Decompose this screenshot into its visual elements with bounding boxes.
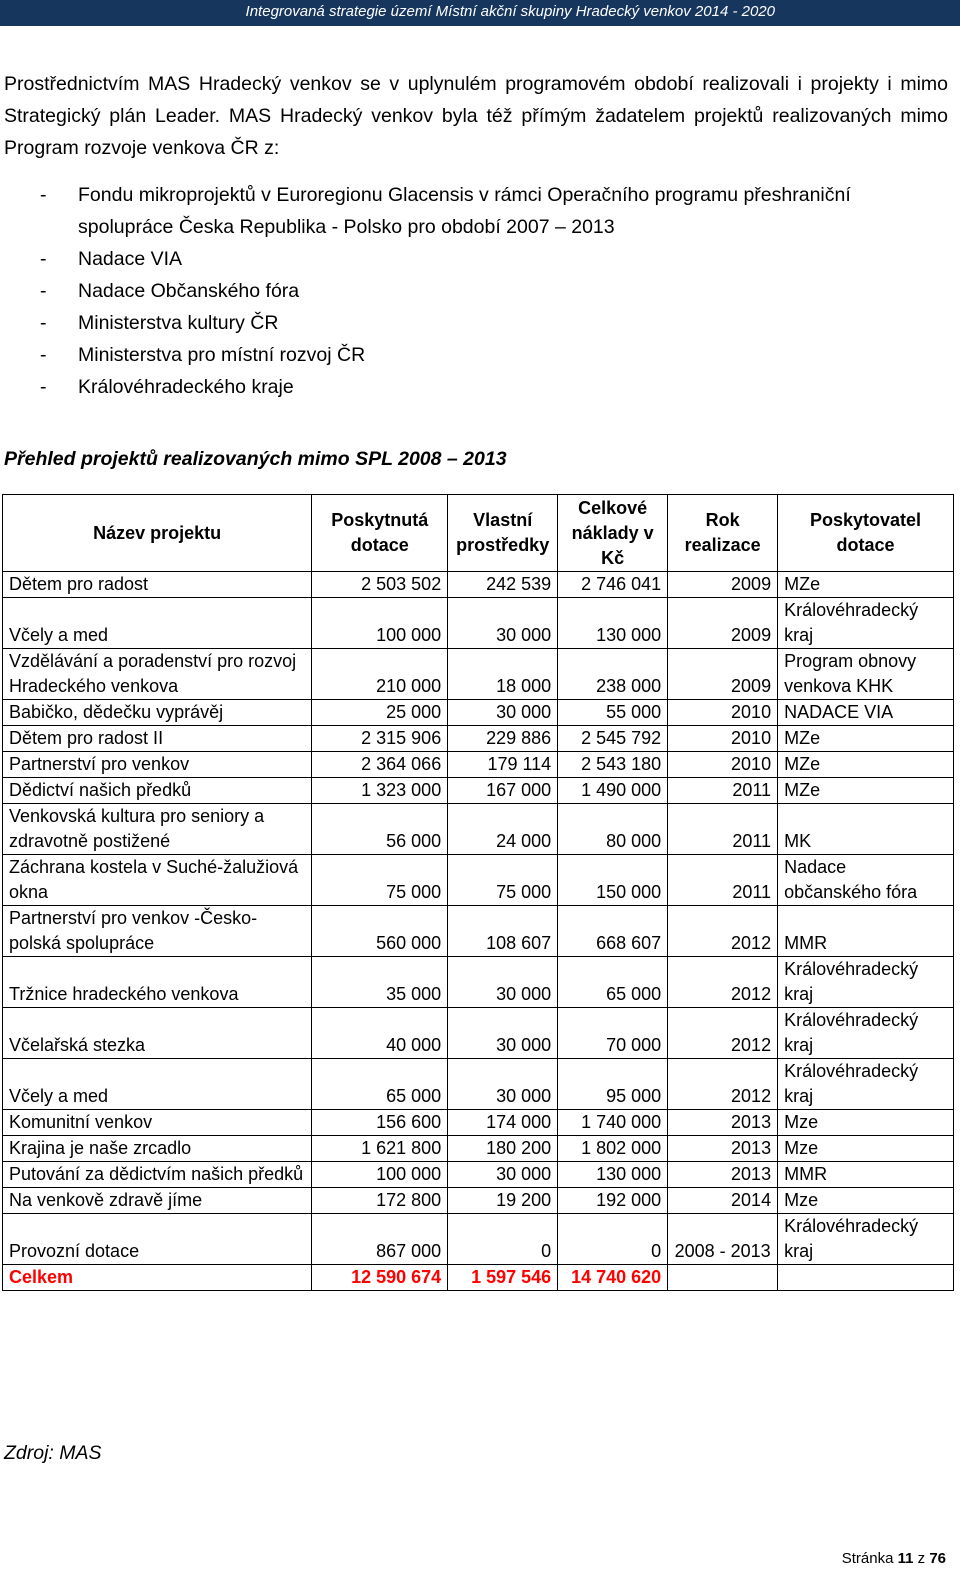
- cell-grant: 40 000: [312, 1008, 448, 1059]
- source-note: Zdroj: MAS: [4, 1442, 102, 1464]
- total-provider: [778, 1265, 954, 1291]
- cell-provider: NADACE VIA: [778, 700, 954, 726]
- cell-year: 2012: [668, 1059, 778, 1110]
- cell-project-name: Na venkově zdravě jíme: [3, 1188, 312, 1214]
- cell-year: 2013: [668, 1110, 778, 1136]
- cell-own-funds: 167 000: [448, 778, 558, 804]
- table-row: [3, 752, 954, 778]
- cell-grant: 210 000: [312, 649, 448, 700]
- table-row: [3, 778, 954, 804]
- cell-provider: Královéhradecký kraj: [778, 1008, 954, 1059]
- cell-year: 2012: [668, 906, 778, 957]
- cell-grant: 1 323 000: [312, 778, 448, 804]
- cell-year: 2013: [668, 1136, 778, 1162]
- table-row: [3, 572, 954, 598]
- cell-total-costs: 2 543 180: [558, 752, 668, 778]
- table-row: [3, 1059, 954, 1110]
- cell-year: 2009: [668, 649, 778, 700]
- list-item: - Nadace Občanského fóra: [40, 280, 300, 302]
- cell-total-costs: 2 746 041: [558, 572, 668, 598]
- header-provider: Poskytovatel dotace: [778, 495, 954, 572]
- cell-year: 2014: [668, 1188, 778, 1214]
- list-item: - Ministerstva kultury ČR: [40, 312, 279, 334]
- cell-provider: MZe: [778, 778, 954, 804]
- cell-provider: Mze: [778, 1188, 954, 1214]
- cell-own-funds: 174 000: [448, 1110, 558, 1136]
- list-item: - Nadace VIA: [40, 248, 183, 270]
- cell-provider: MK: [778, 804, 954, 855]
- cell-grant: 560 000: [312, 906, 448, 957]
- cell-own-funds: 0: [448, 1214, 558, 1265]
- cell-total-costs: 192 000: [558, 1188, 668, 1214]
- cell-project-name: Partnerství pro venkov -Česko-polská spolupráce: [3, 906, 312, 957]
- cell-own-funds: 18 000: [448, 649, 558, 700]
- header-grant: Poskytnutá dotace: [312, 495, 448, 572]
- projects-table: [2, 494, 954, 1291]
- cell-total-costs: 55 000: [558, 700, 668, 726]
- cell-year: 2010: [668, 752, 778, 778]
- cell-total-costs: 150 000: [558, 855, 668, 906]
- cell-own-funds: 30 000: [448, 1162, 558, 1188]
- cell-provider: Program obnovy venkova KHK: [778, 649, 954, 700]
- table-row: [3, 906, 954, 957]
- cell-total-costs: 668 607: [558, 906, 668, 957]
- cell-provider: Královéhradecký kraj: [778, 1059, 954, 1110]
- total-row: [3, 1265, 954, 1291]
- cell-own-funds: 180 200: [448, 1136, 558, 1162]
- cell-grant: 2 364 066: [312, 752, 448, 778]
- table-caption: Přehled projektů realizovaných mimo SPL 2008 – 2013: [4, 448, 507, 470]
- cell-project-name: Dědictví našich předků: [3, 778, 312, 804]
- cell-provider: Královéhradecký kraj: [778, 1214, 954, 1265]
- cell-grant: 867 000: [312, 1214, 448, 1265]
- funding-sources-list: [4, 179, 948, 403]
- cell-project-name: Putování za dědictvím našich předků: [3, 1162, 312, 1188]
- cell-total-costs: 0: [558, 1214, 668, 1265]
- cell-project-name: Krajina je naše zrcadlo: [3, 1136, 312, 1162]
- cell-provider: MMR: [778, 906, 954, 957]
- list-item: - Fondu mikroprojektů v Euroregionu Glacensis v rámci Operačního programu přeshraniční spolupráce Česka Republika - Polsko pro období 2007 – 2013: [40, 184, 851, 238]
- cell-own-funds: 108 607: [448, 906, 558, 957]
- table-row: [3, 1188, 954, 1214]
- table-row: [3, 804, 954, 855]
- cell-total-costs: 2 545 792: [558, 726, 668, 752]
- cell-provider: Mze: [778, 1110, 954, 1136]
- cell-year: 2010: [668, 700, 778, 726]
- table-row: [3, 1214, 954, 1265]
- cell-own-funds: 19 200: [448, 1188, 558, 1214]
- cell-own-funds: 30 000: [448, 1008, 558, 1059]
- cell-total-costs: 95 000: [558, 1059, 668, 1110]
- cell-project-name: Komunitní venkov: [3, 1110, 312, 1136]
- cell-total-costs: 238 000: [558, 649, 668, 700]
- cell-own-funds: 30 000: [448, 1059, 558, 1110]
- cell-year: 2013: [668, 1162, 778, 1188]
- cell-year: 2011: [668, 778, 778, 804]
- cell-own-funds: 30 000: [448, 700, 558, 726]
- cell-year: 2012: [668, 957, 778, 1008]
- table-row: [3, 1008, 954, 1059]
- cell-grant: 25 000: [312, 700, 448, 726]
- cell-project-name: Venkovská kultura pro seniory a zdravotně postižené: [3, 804, 312, 855]
- cell-provider: MZe: [778, 726, 954, 752]
- cell-own-funds: 179 114: [448, 752, 558, 778]
- total-year: [668, 1265, 778, 1291]
- cell-year: 2009: [668, 572, 778, 598]
- cell-project-name: Včely a med: [3, 598, 312, 649]
- cell-total-costs: 80 000: [558, 804, 668, 855]
- table-header-row: [3, 495, 954, 572]
- cell-grant: 1 621 800: [312, 1136, 448, 1162]
- cell-grant: 156 600: [312, 1110, 448, 1136]
- cell-grant: 56 000: [312, 804, 448, 855]
- cell-grant: 65 000: [312, 1059, 448, 1110]
- document-header: [0, 0, 960, 26]
- cell-total-costs: 130 000: [558, 598, 668, 649]
- total-grant: 12 590 674: [312, 1265, 448, 1291]
- table-row: [3, 649, 954, 700]
- table-row: [3, 726, 954, 752]
- cell-grant: 172 800: [312, 1188, 448, 1214]
- cell-year: 2010: [668, 726, 778, 752]
- total-own-funds: 1 597 546: [448, 1265, 558, 1291]
- header-title: Integrovaná strategie území Místní akční skupiny Hradecký venkov 2014 - 2020: [245, 3, 775, 20]
- cell-total-costs: 130 000: [558, 1162, 668, 1188]
- cell-own-funds: 30 000: [448, 957, 558, 1008]
- cell-grant: 100 000: [312, 1162, 448, 1188]
- total-label: Celkem: [3, 1265, 312, 1291]
- cell-year: 2012: [668, 1008, 778, 1059]
- cell-grant: 75 000: [312, 855, 448, 906]
- table-row: [3, 598, 954, 649]
- cell-project-name: Dětem pro radost II: [3, 726, 312, 752]
- cell-provider: Královéhradecký kraj: [778, 598, 954, 649]
- cell-project-name: Vzdělávání a poradenství pro rozvoj Hradeckého venkova: [3, 649, 312, 700]
- cell-project-name: Babičko, dědečku vyprávěj: [3, 700, 312, 726]
- list-item: - Ministerstva pro místní rozvoj ČR: [40, 344, 366, 366]
- list-item: - Královéhradeckého kraje: [40, 376, 294, 398]
- cell-project-name: Provozní dotace: [3, 1214, 312, 1265]
- cell-total-costs: 65 000: [558, 957, 668, 1008]
- cell-grant: 100 000: [312, 598, 448, 649]
- cell-grant: 35 000: [312, 957, 448, 1008]
- cell-year: 2009: [668, 598, 778, 649]
- cell-provider: Nadace občanského fóra: [778, 855, 954, 906]
- cell-project-name: Tržnice hradeckého venkova: [3, 957, 312, 1008]
- cell-project-name: Partnerství pro venkov: [3, 752, 312, 778]
- header-total-costs: Celkové náklady v Kč: [558, 495, 668, 572]
- cell-project-name: Včelařská stezka: [3, 1008, 312, 1059]
- cell-year: 2011: [668, 855, 778, 906]
- cell-provider: MMR: [778, 1162, 954, 1188]
- cell-project-name: Záchrana kostela v Suché-žalužiová okna: [3, 855, 312, 906]
- cell-grant: 2 315 906: [312, 726, 448, 752]
- table-row: [3, 1110, 954, 1136]
- cell-project-name: Včely a med: [3, 1059, 312, 1110]
- cell-grant: 2 503 502: [312, 572, 448, 598]
- page-number: Stránka 11 z 76: [841, 1550, 946, 1567]
- cell-total-costs: 1 490 000: [558, 778, 668, 804]
- table-row: [3, 855, 954, 906]
- cell-year: 2008 - 2013: [668, 1214, 778, 1265]
- cell-own-funds: 75 000: [448, 855, 558, 906]
- header-own-funds: Vlastní prostředky: [448, 495, 558, 572]
- header-project-name: Název projektu: [3, 495, 312, 572]
- cell-own-funds: 30 000: [448, 598, 558, 649]
- table-row: [3, 700, 954, 726]
- table-row: [3, 957, 954, 1008]
- cell-total-costs: 1 740 000: [558, 1110, 668, 1136]
- total-costs: 14 740 620: [558, 1265, 668, 1291]
- cell-year: 2011: [668, 804, 778, 855]
- cell-provider: MZe: [778, 572, 954, 598]
- cell-project-name: Dětem pro radost: [3, 572, 312, 598]
- cell-provider: MZe: [778, 752, 954, 778]
- intro-paragraph: Prostřednictvím MAS Hradecký venkov se v uplynulém programovém období realizovali i projekty i mimo Strategický plán Leader. MAS Hradecký venkov byla též přímým žadatelem projektů realizovaných mimo Program rozvoje venkova ČR z:: [4, 73, 948, 159]
- cell-own-funds: 24 000: [448, 804, 558, 855]
- table-row: [3, 1136, 954, 1162]
- cell-own-funds: 229 886: [448, 726, 558, 752]
- header-year: Rok realizace: [668, 495, 778, 572]
- cell-provider: Mze: [778, 1136, 954, 1162]
- cell-provider: Královéhradecký kraj: [778, 957, 954, 1008]
- cell-total-costs: 70 000: [558, 1008, 668, 1059]
- cell-total-costs: 1 802 000: [558, 1136, 668, 1162]
- cell-own-funds: 242 539: [448, 572, 558, 598]
- table-row: [3, 1162, 954, 1188]
